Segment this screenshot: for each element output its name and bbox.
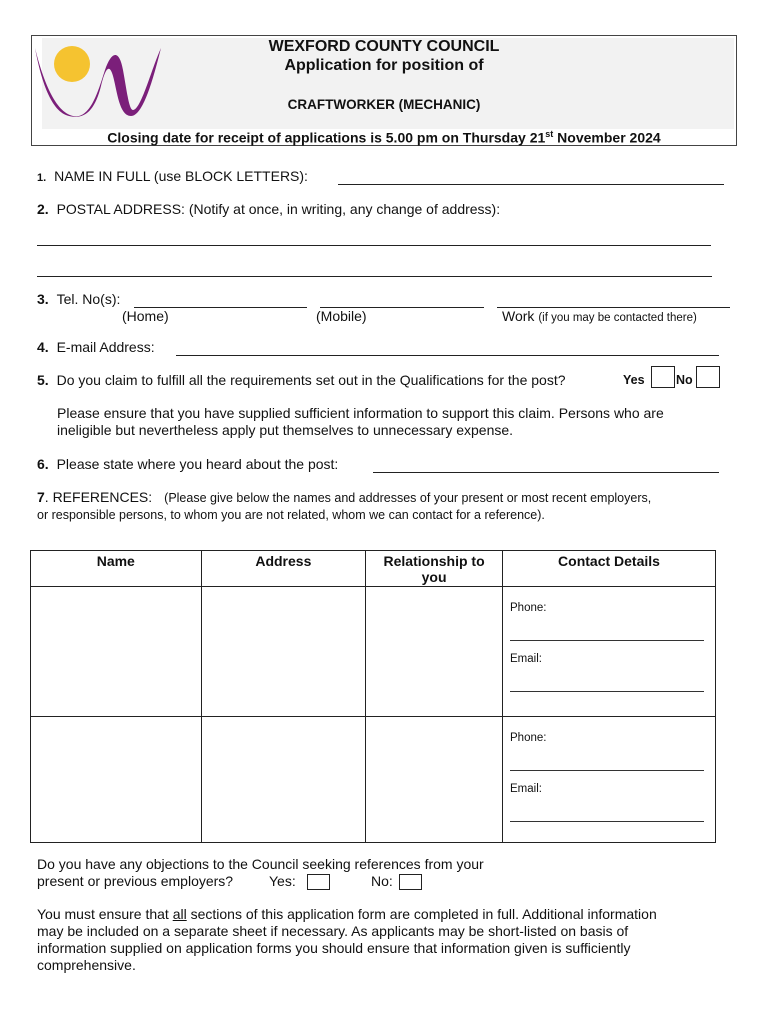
home-phone-field[interactable] (134, 291, 307, 308)
question-references: 7. REFERENCES: (Please give below the names and addresses of your present or most recent employers, or responsible persons, to whom you are not related, whom we can contact for a reference). (37, 489, 652, 522)
mobile-label: (Mobile) (316, 308, 367, 324)
objections-no-checkbox[interactable] (399, 874, 422, 890)
header-name: Name (31, 551, 202, 587)
ref1-email-field[interactable] (510, 665, 704, 692)
name-field[interactable] (338, 168, 724, 185)
ref1-email-label: Email: (510, 653, 542, 665)
qualifications-no-checkbox[interactable] (696, 366, 720, 388)
ref2-email-field[interactable] (510, 795, 704, 822)
ref2-name-cell[interactable] (31, 717, 202, 843)
ref2-relationship-cell[interactable] (366, 717, 503, 843)
address-field-line-2[interactable] (37, 263, 712, 277)
email-field[interactable] (176, 339, 719, 356)
ref1-address-cell[interactable] (201, 587, 366, 717)
qualifications-note: Please ensure that you have supplied sufficient information to support this claim. Persons who are ineligible but nevertheless apply put themselves to unnecessary expense. (57, 405, 664, 438)
table-header-row (31, 551, 716, 587)
ref1-relationship-cell[interactable] (366, 587, 503, 717)
references-table (30, 550, 716, 843)
objections-yes-label: Yes: (269, 873, 296, 889)
council-name: WEXFORD COUNTY COUNCIL (268, 38, 500, 55)
question-qualifications: 5. Do you claim to fulfill all the requirements set out in the Qualifications for the post? (37, 372, 566, 388)
qualifications-yes-label: Yes (623, 373, 645, 387)
completion-notice: You must ensure that all sections of this application form are completed in full. Additional information may be included on a separate sheet if necessary. As applicants may be short-listed on basis of information supplied on application forms you should ensure that information given is sufficiently comprehensive. (37, 906, 657, 973)
header-relationship: Relationship to you (366, 551, 503, 587)
question-address: 2. POSTAL ADDRESS: (Notify at once, in writing, any change of address): (37, 201, 501, 217)
home-label: (Home) (122, 308, 169, 324)
heard-about-field[interactable] (373, 456, 719, 473)
qualifications-no-label: No (676, 373, 693, 387)
qualifications-yes-checkbox[interactable] (651, 366, 675, 388)
closing-date: Closing date for receipt of applications is 5.00 pm on Thursday 21st November 2024 (107, 129, 661, 146)
table-row (31, 717, 716, 843)
ref1-phone-label: Phone: (510, 602, 547, 614)
ref1-phone-field[interactable] (510, 614, 704, 641)
ref2-phone-label: Phone: (510, 732, 547, 744)
ref2-phone-field[interactable] (510, 744, 704, 771)
address-field-line-1[interactable] (37, 232, 711, 246)
post-title: CRAFTWORKER (MECHANIC) (287, 97, 481, 112)
application-title: Application for position of (284, 57, 484, 74)
ref1-name-cell[interactable] (31, 587, 202, 717)
ref2-email-label: Email: (510, 783, 542, 795)
work-phone-field[interactable] (497, 291, 730, 308)
objections-no-label: No: (371, 873, 393, 889)
table-row (31, 587, 716, 717)
objections-question: Do you have any objections to the Council seeking references from your present or previous employers? (37, 856, 484, 889)
header-contact: Contact Details (503, 551, 716, 587)
header-address: Address (201, 551, 366, 587)
ref2-contact-cell (503, 717, 716, 843)
header-box (31, 35, 737, 146)
question-heard-about: 6. Please state where you heard about the post: (37, 456, 339, 472)
question-tel: 3. Tel. No(s): (37, 291, 121, 307)
ref1-contact-cell (503, 587, 716, 717)
mobile-phone-field[interactable] (320, 291, 484, 308)
work-label: Work (if you may be contacted there) (502, 308, 697, 324)
question-name: 1. NAME IN FULL (use BLOCK LETTERS): (37, 168, 308, 184)
question-email: 4. E-mail Address: (37, 339, 155, 355)
objections-yes-checkbox[interactable] (307, 874, 330, 890)
ref2-address-cell[interactable] (201, 717, 366, 843)
